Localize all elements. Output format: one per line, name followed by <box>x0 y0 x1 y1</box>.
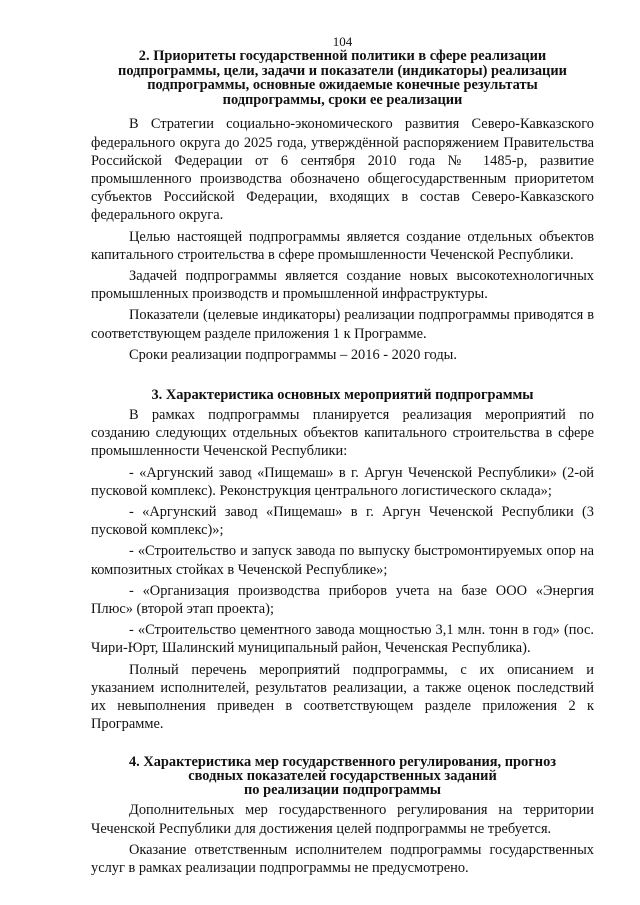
paragraph: Полный перечень мероприятий подпрограммы, с их описанием и указанием исполнителей, результатов реализации, а также оценок последствий их невыполнения приведен в соответствующем разделе приложения 2 к Программе. <box>91 661 594 733</box>
heading-line: 2. Приоритеты государственной политики в сфере реализации <box>138 48 547 64</box>
paragraph: Показатели (целевые индикаторы) реализации подпрограммы приводятся в соответствующем разделе приложения 1 к Программе. <box>91 307 594 342</box>
section-2-heading <box>91 49 594 107</box>
list-item: - «Организация производства приборов учета на базе ООО «Энергия Плюс» (второй этап проекта); <box>91 582 594 618</box>
heading-line: по реализации подпрограммы <box>243 782 442 799</box>
section-4-body <box>91 801 594 877</box>
paragraph: Оказание ответственным исполнителем подпрограммы государственных услуг в рамках реализации подпрограммы не предусмотрено. <box>91 841 594 877</box>
section-spacer <box>91 733 594 755</box>
section-4-heading <box>91 755 594 797</box>
section-3-heading: 3. Характеристика основных мероприятий подпрограммы <box>151 387 534 404</box>
list-item: - «Аргунский завод «Пищемаш» в г. Аргун Чеченской Республики» (2-ой пусковой комплекс). Реконструкция центрального логистического склада»; <box>91 464 594 499</box>
list-item: - «Строительство цементного завода мощностью 3,1 млн. тонн в год» (пос. Чири-Юрт, Шалинский муниципальный район, Чеченская Республика). <box>91 622 594 657</box>
paragraph: В Стратегии социально-экономического развития Северо-Кавказского федерального округа до 2025 года, утверждённой распоряжением Правительства Российской Федерации от 6 сентября 2010 года № 1485-р, развитие промышленного производства обозначено общегосударственным приоритетом субъектов Российской Федерации, входящих в состав Северо-Кавказского федерального округа. <box>91 116 594 224</box>
heading-line: подпрограммы, цели, задачи и показатели (индикаторы) реализации <box>118 62 567 79</box>
paragraph: Сроки реализации подпрограммы – 2016 - 2020 годы. <box>129 346 457 363</box>
paragraph: Задачей подпрограммы является создание новых высокотехнологичных промышленных производств и промышленной инфраструктуры. <box>91 268 594 303</box>
heading-line: сводных показателей государственных заданий <box>188 768 497 785</box>
heading-line: подпрограммы, основные ожидаемые конечные результаты <box>147 77 538 94</box>
paragraph: Дополнительных мер государственного регулирования на территории Чеченской Республики для достижения целей подпрограммы не требуется. <box>91 802 594 837</box>
paragraph: Целью настоящей подпрограммы является создание отдельных объектов капитального строительства в сфере промышленности Чеченской Республики. <box>91 228 594 263</box>
heading-line: 4. Характеристика мер государственного регулирования, прогноз <box>128 754 557 771</box>
list-item: - «Строительство и запуск завода по выпуску быстромонтируемых опор на композитных стойках в Чеченской Республике»; <box>91 543 594 578</box>
heading-line: подпрограммы, сроки ее реализации <box>222 91 463 108</box>
section-3-body <box>91 406 594 733</box>
page-number: 104 <box>332 34 353 49</box>
paragraph: В рамках подпрограммы планируется реализация мероприятий по созданию следующих отдельных объектов капитального строительства в сфере промышленности Чеченской Республики: <box>91 407 594 460</box>
list-item: - «Аргунский завод «Пищемаш» в г. Аргун Чеченской Республики (3 пусковой комплекс)»; <box>91 504 594 539</box>
section-spacer <box>91 364 594 388</box>
section-2-body <box>91 115 594 364</box>
